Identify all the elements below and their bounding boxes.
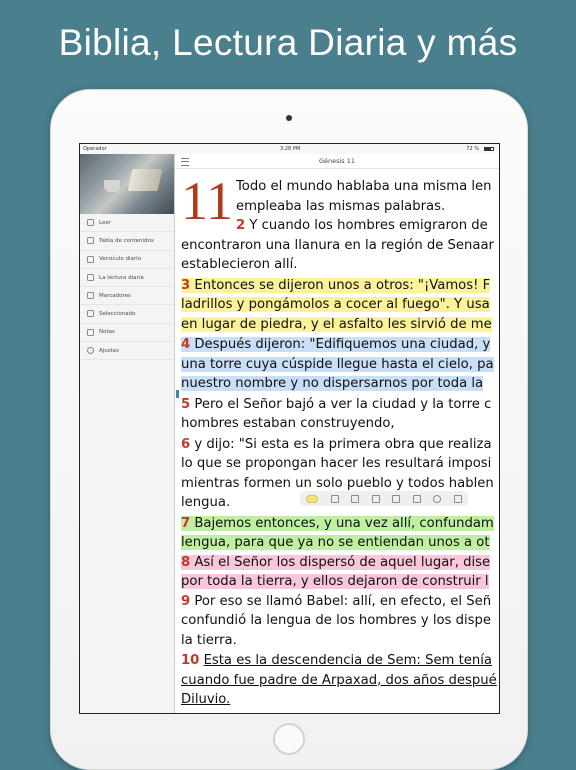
verse-number[interactable]: 3 [181, 277, 191, 293]
verse-line: en lugar de piedra, y el asfalto les sirvió de me [181, 316, 492, 332]
calendar-check-icon [87, 274, 94, 281]
sidebar-item-ajustes[interactable] [80, 342, 174, 360]
note-icon [87, 329, 94, 336]
sidebar-item-seleccionado[interactable] [80, 305, 174, 323]
verse-line: 6 y dijo: "Si esta es la primera obra que realiza [181, 436, 492, 452]
selection-toolbar [300, 491, 468, 506]
sidebar-item-lectura[interactable] [80, 269, 174, 287]
share-icon[interactable] [413, 495, 421, 503]
sidebar-item-tabla[interactable] [80, 232, 174, 250]
carrier-label: Operador [83, 146, 107, 152]
bookmark-icon[interactable] [392, 495, 400, 503]
trash-icon[interactable] [331, 495, 339, 503]
verse-line: establecieron allí. [181, 257, 298, 272]
verse-line: Diluvio. [181, 692, 231, 707]
open-book-image [128, 169, 163, 191]
sidebar-header-image [80, 154, 174, 214]
verse-number[interactable]: 8 [181, 554, 191, 570]
list-icon [87, 237, 94, 244]
verse-line: 8 Así el Señor los dispersó de aquel lugar, dise [181, 554, 491, 570]
home-button[interactable] [273, 723, 305, 755]
app-screen [79, 143, 500, 714]
camera [286, 115, 292, 121]
verse-line: lengua. [181, 495, 231, 510]
verse-line: por toda la tierra, y ellos dejaron de construir l [181, 574, 489, 589]
chapter-dropcap: 11 [181, 171, 233, 231]
sidebar-item-label: Notas [99, 329, 115, 336]
sidebar-item-label: Ajustes [99, 347, 120, 354]
verse-number[interactable]: 5 [181, 396, 191, 412]
verse-line: 7 Bajemos entonces, y una vez allí, confundam [181, 515, 494, 531]
sidebar-item-label: La lectura diaria [99, 274, 144, 281]
sidebar-item-label: Tabla de contenidos [99, 237, 154, 244]
copy-icon[interactable] [454, 495, 462, 503]
sidebar-item-notas[interactable] [80, 324, 174, 342]
verse-line: ladrillos y pongámolos a cocer al fuego". Y usa [181, 297, 490, 312]
verse-line: la tierra. [181, 632, 237, 648]
verse-line: cuando fue padre de Arpaxad, dos años despué [181, 672, 497, 688]
reader-pane [175, 154, 499, 713]
bible-text [181, 171, 499, 710]
verse-line: 9 Por eso se llamó Babel: allí, en efecto, el Señ [181, 593, 492, 609]
highlighter-icon[interactable] [306, 495, 318, 503]
verse-line: hombres estaban construyendo, [181, 416, 395, 431]
sidebar-item-label: Marcadores [99, 292, 131, 299]
calendar-icon [87, 256, 94, 263]
verse-line: 10 Esta es la descendencia de Sem: Sem tenía [181, 653, 492, 668]
home-icon [87, 219, 94, 226]
verse-number[interactable]: 9 [181, 593, 191, 609]
verse-line: confundió la lengua de los hombres y los dispe [181, 613, 492, 628]
note-marker-icon[interactable] [176, 390, 179, 398]
sidebar-item-versiculo[interactable] [80, 251, 174, 269]
verse-line: lengua, para que ya no se entiendan unos a ot [181, 535, 490, 550]
verse-line: mientras formen un solo pueblo y todos hablen [181, 475, 494, 491]
verse-line: nuestro nombre y no dispersarnos por toda la [181, 376, 484, 391]
gear-icon [87, 347, 94, 354]
verse-line: lo que se propongan hacer les resultará imposi [181, 456, 492, 471]
sidebar [80, 154, 175, 713]
verse-line: 3 Entonces se dijeron unos a otros: "¡Vamos! F [181, 277, 491, 293]
verse-number[interactable]: 6 [181, 436, 191, 452]
list-icon[interactable] [372, 495, 380, 503]
sidebar-item-label: Versículo diario [99, 256, 142, 263]
verse-number[interactable]: 10 [181, 653, 200, 668]
sidebar-item-leer[interactable] [80, 214, 174, 232]
verse-line: 2 Y cuando los hombres emigraron de [236, 218, 488, 233]
verse-number[interactable]: 4 [181, 337, 191, 352]
info-icon[interactable] [433, 495, 441, 503]
verse-line: empleaba las mismas palabras. [236, 198, 446, 214]
battery-percent: 72 % [466, 146, 479, 152]
verse-line: 11 Todo el mundo hablaba una misma len [181, 171, 492, 231]
note-icon[interactable] [351, 495, 359, 503]
menu-icon[interactable] [181, 158, 189, 166]
bookmark-icon [87, 292, 94, 299]
verse-line: una torre cuya cúspide llegue hasta el cielo, pa [181, 356, 494, 372]
battery-icon [484, 147, 494, 151]
verse-line: 5 Pero el Señor bajó a ver la ciudad y la torre c [181, 396, 492, 412]
cup-image [104, 180, 120, 192]
verse-line: encontraron una llanura en la región de Senaar [181, 237, 494, 253]
highlighter-icon [87, 310, 94, 317]
chapter-title: Génesis 11 [318, 157, 356, 165]
status-bar [80, 144, 499, 154]
sidebar-item-label: Seleccionado [99, 311, 136, 318]
status-time: 3:28 PM [280, 146, 301, 152]
promo-headline: Biblia, Lectura Diaria y más [58, 22, 518, 63]
tablet-frame [50, 89, 528, 770]
verse-number[interactable]: 7 [181, 515, 191, 531]
verse-line: 4 Después dijeron: "Edifiquemos una ciudad, y [181, 337, 491, 352]
sidebar-item-label: Leer [99, 219, 111, 226]
verse-number[interactable]: 2 [236, 218, 246, 233]
sidebar-item-marcadores[interactable] [80, 287, 174, 305]
reader-topbar [175, 154, 499, 169]
